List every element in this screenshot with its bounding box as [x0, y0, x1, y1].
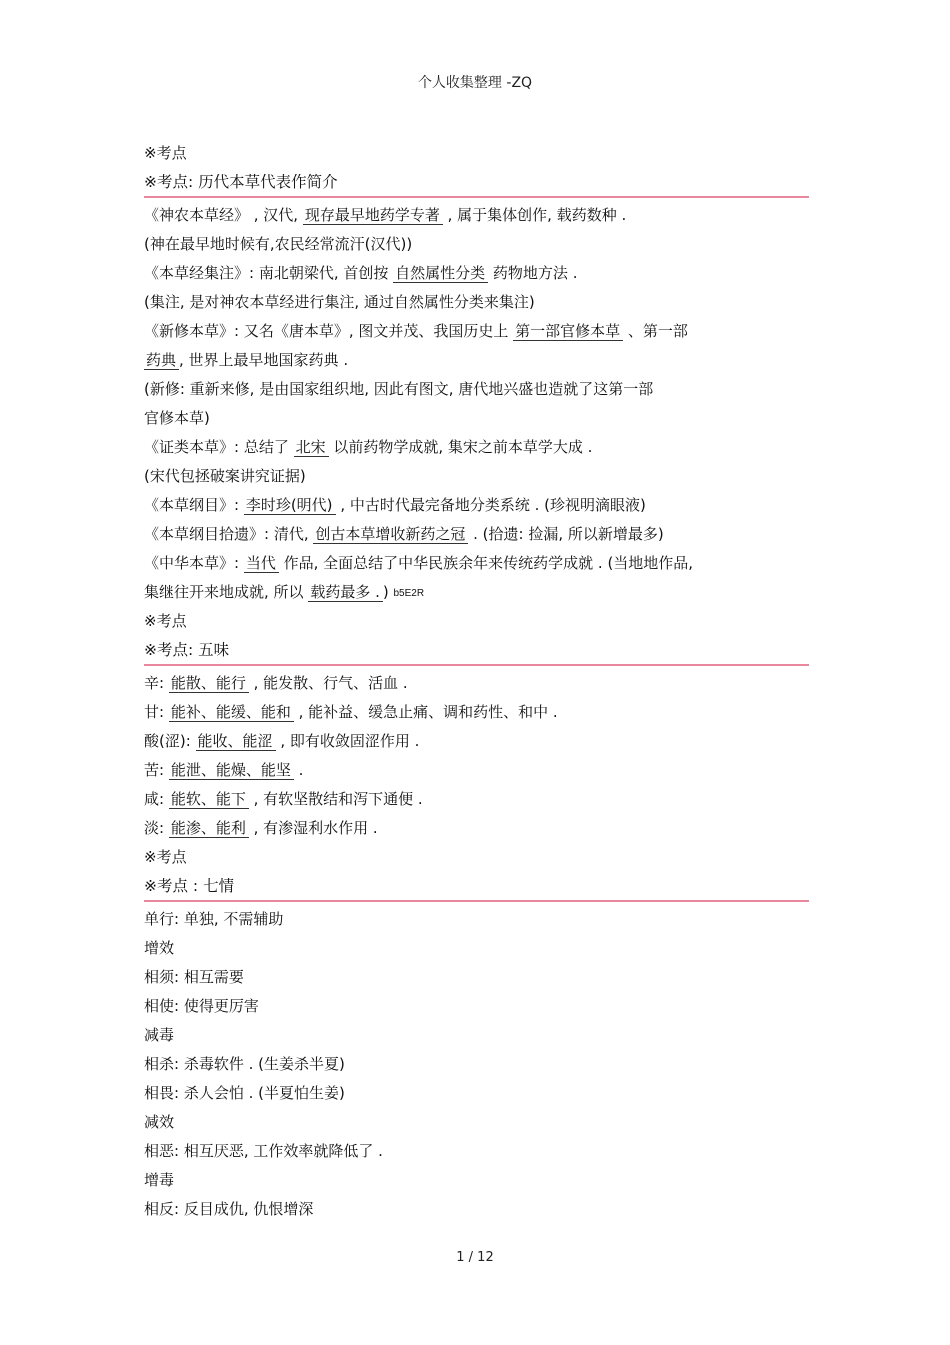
text-line: 《中华本草》: 当代 作品, 全面总结了中华民族余年来传统药学成就 . (当地地作品,	[144, 554, 694, 572]
section-title-five-flavors: ※考点: 五味	[144, 636, 809, 666]
underlined-answer: 药典	[144, 351, 179, 370]
text-line: (新修: 重新来修, 是由国家组织地, 因此有图文, 唐代地兴盛也造就了这第一部	[144, 380, 654, 398]
relation-group-heading: 增毒	[144, 1171, 175, 1189]
relation-row: 相反: 反目成仇, 仇恨增深	[144, 1200, 314, 1218]
section-title-herbal-works: ※考点: 历代本草代表作简介	[144, 168, 809, 198]
text-line: 官修本草)	[144, 409, 210, 427]
underlined-answer: 能泄、能燥、能坚	[169, 761, 294, 780]
flavor-row: 咸: 能软、能下 , 有软坚散结和泻下通便 .	[144, 790, 423, 808]
flavor-row: 辛: 能散、能行 , 能发散、行气、活血 .	[144, 674, 408, 692]
underlined-answer: 李时珍(明代)	[244, 496, 336, 515]
relation-row: 相杀: 杀毒软件 . (生姜杀半夏)	[144, 1055, 345, 1073]
relation-row: 相恶: 相互厌恶, 工作效率就降低了 .	[144, 1142, 383, 1160]
text-line: 药典 , 世界上最早地国家药典 .	[146, 351, 349, 369]
relation-row: 相畏: 杀人会怕 . (半夏怕生姜)	[144, 1084, 345, 1102]
text-line: (集注, 是对神农本草经进行集注, 通过自然属性分类来集注)	[144, 293, 535, 311]
underlined-answer: 载药最多 .	[308, 583, 383, 602]
underlined-answer: 能收、能涩	[196, 732, 276, 751]
relation-group-heading: 增效	[144, 939, 175, 957]
relation-row: 相使: 使得更厉害	[144, 997, 259, 1015]
relation-row: 相须: 相互需要	[144, 968, 244, 986]
flavor-row: 酸(涩): 能收、能涩 , 即有收敛固涩作用 .	[144, 732, 420, 750]
doc-code: b5E2R	[393, 588, 425, 599]
underlined-answer: 能散、能行	[169, 674, 249, 693]
text-line: 《本草纲目》: 李时珍(明代) , 中古时代最完备地分类系统 . (珍视明滴眼液)	[144, 496, 646, 514]
flavor-row: 甘: 能补、能缓、能和 , 能补益、缓急止痛、调和药性、和中 .	[144, 703, 558, 721]
underlined-answer: 第一部官修本草	[513, 322, 623, 341]
underlined-answer: 创古本草增收新药之冠	[313, 525, 468, 544]
text-line: 《神农本草经》 , 汉代, 现存最早地药学专著 , 属于集体创作, 载药数种 .	[144, 206, 627, 224]
text-line: 《证类本草》: 总结了 北宋 以前药物学成就, 集宋之前本草学大成 .	[144, 438, 593, 456]
text-line: (宋代包拯破案讲究证据)	[144, 467, 306, 485]
underlined-answer: 现存最早地药学专著	[303, 206, 443, 225]
flavor-row: 苦: 能泄、能燥、能坚 .	[144, 761, 304, 779]
section-title-seven-relations: ※考点 : 七情	[144, 872, 809, 902]
section-label: ※考点	[144, 848, 187, 866]
text-line: (神在最早地时候有,农民经常流汗(汉代))	[144, 235, 413, 253]
relation-group-heading: 减毒	[144, 1026, 175, 1044]
relation-row: 单行: 单独, 不需辅助	[144, 910, 284, 928]
underlined-answer: 北宋	[294, 438, 329, 457]
text-line: 《本草纲目拾遗》: 清代, 创古本草增收新药之冠 . (拾遗: 捡漏, 所以新增最多)	[144, 525, 664, 543]
flavor-row: 淡: 能渗、能利 , 有渗湿利水作用 .	[144, 819, 378, 837]
underlined-answer: 自然属性分类	[393, 264, 488, 283]
underlined-answer: 能补、能缓、能和	[169, 703, 294, 722]
text-line: 《新修本草》: 又名《唐本草》, 图文并茂、我国历史上 第一部官修本草 、第一部	[144, 322, 688, 340]
relation-group-heading: 减效	[144, 1113, 175, 1131]
text-line: 《本草经集注》: 南北朝梁代, 首创按 自然属性分类 药物地方法 .	[144, 264, 578, 282]
text-line: 集继往开来地成就, 所以 载药最多 . ) b5E2R	[144, 583, 425, 601]
underlined-answer: 能渗、能利	[169, 819, 249, 838]
underlined-answer: 当代	[244, 554, 279, 573]
page-header: 个人收集整理 -ZQ	[417, 75, 533, 91]
section-label: ※考点	[144, 612, 187, 630]
document-body	[144, 139, 809, 1224]
underlined-answer: 能软、能下	[169, 790, 249, 809]
page-number: 1 / 12	[456, 1250, 494, 1265]
section-label: ※考点	[144, 144, 187, 162]
